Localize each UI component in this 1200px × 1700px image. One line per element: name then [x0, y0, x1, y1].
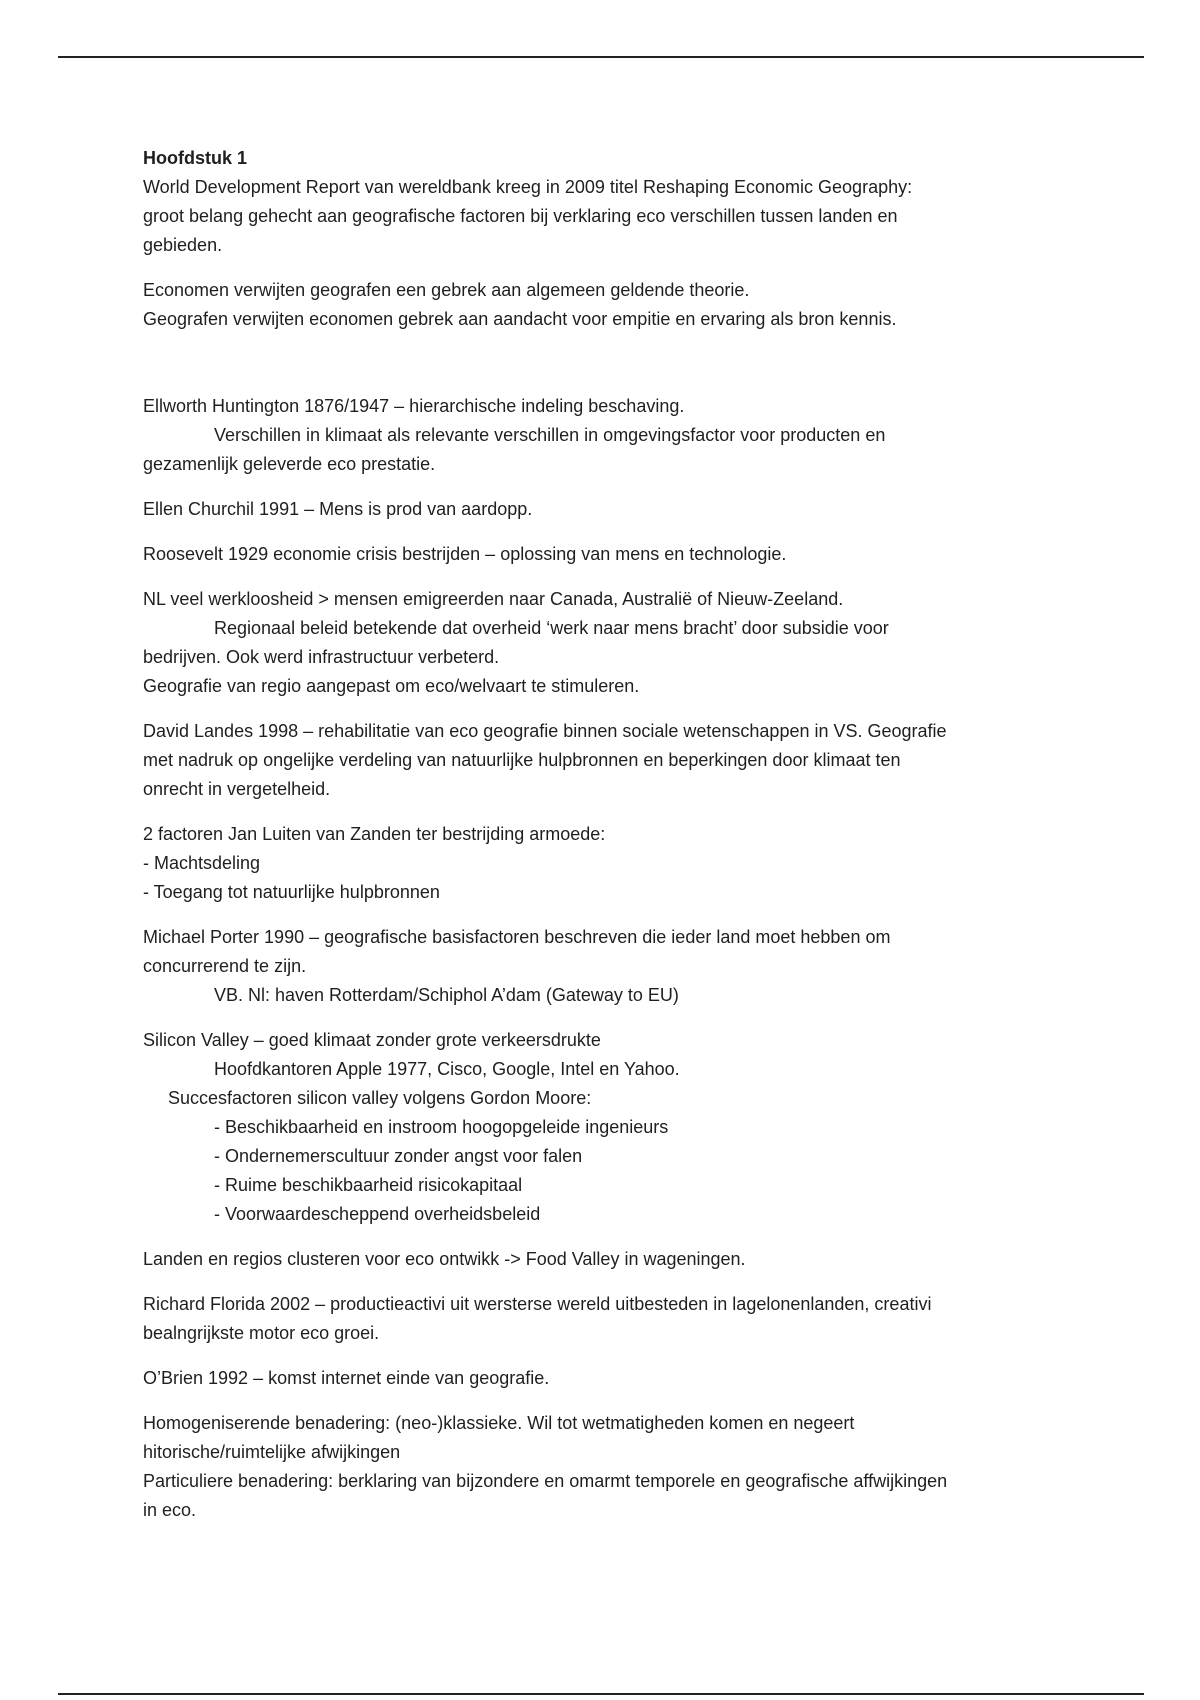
- top-rule: [58, 56, 1144, 58]
- list-item: - Voorwaardescheppend overheidsbeleid: [214, 1204, 541, 1224]
- paragraph-wdr: [143, 173, 1073, 260]
- text-line: Richard Florida 2002 – productieactivi uit wersterse wereld uitbesteden in lagelonenlanden, creativi: [143, 1294, 932, 1314]
- text-line: gezamenlijk geleverde eco prestatie.: [143, 454, 436, 474]
- text-line: Geografie van regio aangepast om eco/welvaart te stimuleren.: [143, 676, 640, 696]
- paragraph-roosevelt: Roosevelt 1929 economie crisis bestrijden – oplossing van mens en technologie.: [143, 544, 787, 564]
- text-line: bealngrijkste motor eco groei.: [143, 1323, 380, 1343]
- paragraph-landes: [143, 717, 1073, 804]
- text-line: hitorische/ruimtelijke afwijkingen: [143, 1442, 401, 1462]
- paragraph-nl: [143, 585, 1073, 701]
- paragraph-huntington: [143, 392, 1073, 479]
- text-line: Geografen verwijten economen gebrek aan aandacht voor empitie en ervaring als bron kennis.: [143, 309, 897, 329]
- text-line: Regionaal beleid betekende dat overheid ‘werk naar mens bracht’ door subsidie voor: [214, 618, 889, 638]
- text-line: Ellworth Huntington 1876/1947 – hierarchische indeling beschaving.: [143, 396, 685, 416]
- text-line: Economen verwijten geografen een gebrek aan algemeen geldende theorie.: [143, 280, 750, 300]
- paragraph-obrien: O’Brien 1992 – komst internet einde van geografie.: [143, 1368, 550, 1388]
- bottom-rule: [58, 1693, 1144, 1695]
- list-item: - Toegang tot natuurlijke hulpbronnen: [143, 882, 440, 902]
- text-line: onrecht in vergetelheid.: [143, 779, 331, 799]
- text-line: NL veel werkloosheid > mensen emigreerden naar Canada, Australië of Nieuw-Zeeland.: [143, 589, 844, 609]
- document-body: [143, 144, 1073, 1525]
- text-line: Homogeniserende benadering: (neo-)klassieke. Wil tot wetmatigheden komen en negeert: [143, 1413, 855, 1433]
- text-line: VB. Nl: haven Rotterdam/Schiphol A’dam (Gateway to EU): [214, 985, 679, 1005]
- text-line: Silicon Valley – goed klimaat zonder grote verkeersdrukte: [143, 1030, 601, 1050]
- text-line: bedrijven. Ook werd infrastructuur verbeterd.: [143, 647, 500, 667]
- list-item: - Machtsdeling: [143, 853, 261, 873]
- text-line: met nadruk op ongelijke verdeling van natuurlijke hulpbronnen en beperkingen door klimaat ten: [143, 750, 901, 770]
- list-item: - Ondernemerscultuur zonder angst voor falen: [214, 1146, 583, 1166]
- paragraph-clusters: Landen en regios clusteren voor eco ontwikk -> Food Valley in wageningen.: [143, 1249, 746, 1269]
- paragraph-florida: [143, 1290, 1073, 1348]
- text-line: David Landes 1998 – rehabilitatie van eco geografie binnen sociale wetenschappen in VS. Geografie: [143, 721, 947, 741]
- paragraph-porter: [143, 923, 1073, 1010]
- text-line: 2 factoren Jan Luiten van Zanden ter bestrijding armoede:: [143, 824, 606, 844]
- text-line: concurrerend te zijn.: [143, 956, 307, 976]
- paragraph-silicon-valley: [143, 1026, 1073, 1229]
- paragraph-churchil: Ellen Churchil 1991 – Mens is prod van aardopp.: [143, 499, 533, 519]
- list-item: - Beschikbaarheid en instroom hoogopgeleide ingenieurs: [214, 1117, 669, 1137]
- text-line: Hoofdkantoren Apple 1977, Cisco, Google, Intel en Yahoo.: [214, 1059, 680, 1079]
- text-line: in eco.: [143, 1500, 197, 1520]
- text-line: Succesfactoren silicon valley volgens Gordon Moore:: [168, 1088, 592, 1108]
- list-item: - Ruime beschikbaarheid risicokapitaal: [214, 1175, 523, 1195]
- text-line: groot belang gehecht aan geografische factoren bij verklaring eco verschillen tussen landen en: [143, 206, 898, 226]
- text-line: Verschillen in klimaat als relevante verschillen in omgevingsfactor voor producten en: [214, 425, 886, 445]
- paragraph-benadering: [143, 1409, 1073, 1525]
- text-line: Michael Porter 1990 – geografische basisfactoren beschreven die ieder land moet hebben om: [143, 927, 891, 947]
- text-line: gebieden.: [143, 235, 223, 255]
- paragraph-zanden: [143, 820, 1073, 907]
- paragraph-economen: [143, 276, 1073, 334]
- text-line: World Development Report van wereldbank kreeg in 2009 titel Reshaping Economic Geography:: [143, 177, 913, 197]
- text-line: Particuliere benadering: berklaring van bijzondere en omarmt temporele en geografische affwijkingen: [143, 1471, 948, 1491]
- heading: Hoofdstuk 1: [143, 148, 248, 168]
